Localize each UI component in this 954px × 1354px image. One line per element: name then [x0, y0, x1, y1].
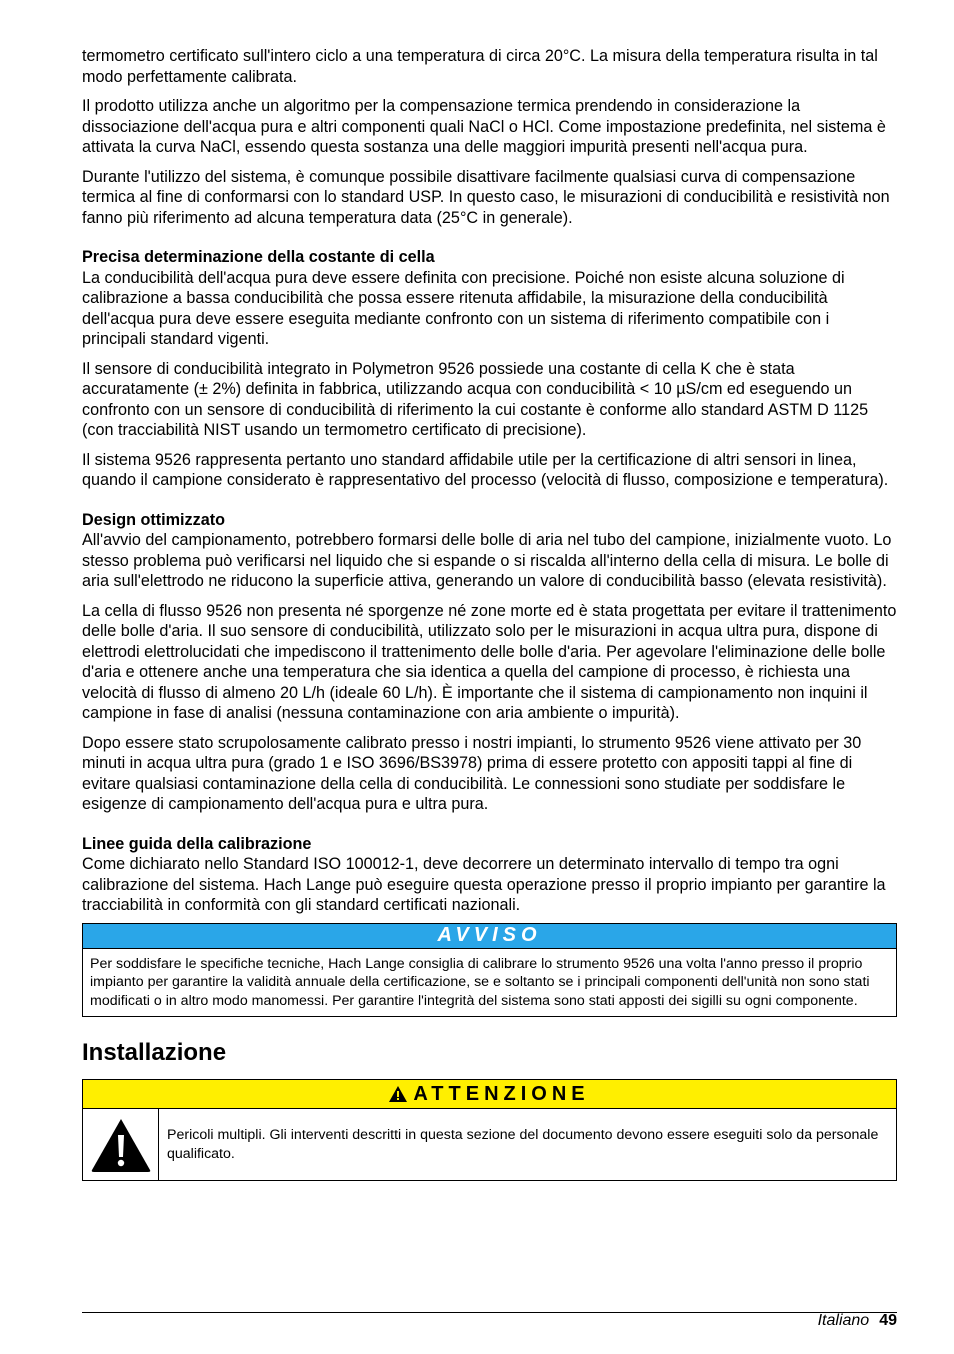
caution-icon-cell	[83, 1109, 159, 1180]
intro-paragraph-2: Il prodotto utilizza anche un algoritmo per la compensazione termica prendendo in considerazione la dissociazione dell'acqua pura e altri componenti quali NaCl o HCl. Come impostazione predefinita, nel sistema è attivata la curva NaCl, essendo questa sostanza una delle maggiori impurità presenti nell'acqua pura.	[82, 97, 886, 156]
page-number: 49	[879, 1312, 897, 1329]
section-design	[82, 510, 897, 815]
warning-triangle-icon	[90, 1117, 152, 1173]
notice-box	[82, 923, 897, 1018]
page-footer	[818, 1311, 897, 1331]
section-paragraph: La cella di flusso 9526 non presenta né sporgenze né zone morte ed è stata progettata per evitare il trattenimento delle bolle d'aria. Il suo sensore di conducibilità, utilizzato solo per le misurazioni in acqua ultra pura, dispone di elettrodi elettrolucidati che impediscono il trattenimento delle bolle d'aria. Per agevolare l'eliminazione delle bolle d'aria e ottenere anche una temperatura che sia identica a quella del campione di processo, è richiesta una velocità di flusso di almeno 20 L/h (ideale 60 L/h). È importante che il sistema di campionamento non inquini il campione in fase di analisi (nessuna contaminazione con aria ambiente o impurità).	[82, 601, 897, 722]
section-calibration	[82, 834, 897, 916]
caution-header	[83, 1080, 896, 1109]
caution-text: Pericoli multipli. Gli interventi descritti in questa sezione del documento devono essere eseguiti solo da personale qualificato.	[167, 1127, 879, 1162]
warning-triangle-small-icon	[389, 1086, 407, 1102]
intro-paragraph-3: Durante l'utilizzo del sistema, è comunque possibile disattivare facilmente qualsiasi curva di compensazione termica al fine di conformarsi con lo standard USP. In questo caso, le misurazioni di conducibilità e resistività non fanno più riferimento ad alcuna temperatura data (25°C in generale).	[82, 167, 890, 227]
caution-title: ATTENZIONE	[413, 1082, 590, 1105]
section-heading: Precisa determinazione della costante di cella	[82, 248, 435, 266]
footer-language: Italiano	[817, 1312, 870, 1329]
intro-paragraph-1: termometro certificato sull'intero ciclo a una temperatura di circa 20°C. La misura della temperatura risulta in tal modo perfettamente calibrata.	[82, 47, 878, 86]
section-paragraph: Dopo essere stato scrupolosamente calibrato presso i nostri impianti, lo strumento 9526 viene attivato per 30 minuti in acqua ultra pura (grado 1 e ISO 3696/BS3978) prima di essere protetto con appositi tappi al fine di evitare qualsiasi contaminazione della cella di conducibilità. Le connessioni sono studiate per soddisfare le esigenze di campionamento dell'acqua pura e ultra pura.	[82, 733, 862, 813]
install-heading: Installazione	[82, 1039, 227, 1066]
footer-divider	[82, 1312, 897, 1313]
section-paragraph: Come dichiarato nello Standard ISO 100012-1, deve decorrere un determinato intervallo di tempo tra ogni calibrazione del sistema. Hach Lange può eseguire questa operazione presso il proprio impianto per garantire la tracciabilità in conformità con gli standard certificati nazionali.	[82, 855, 886, 914]
caution-box	[82, 1079, 897, 1181]
notice-title: AVVISO	[83, 924, 896, 949]
notice-text: Per soddisfare le specifiche tecniche, Hach Lange consiglia di calibrare lo strumento 9526 una volta l'anno presso il proprio impianto per garantire la validità annuale della certificazione, se e soltanto se i principali componenti dell'unità non sono stati modificati o in altro modo manomessi. Per garantire l'integrità del sistema sono stati apposti dei sigilli su ogni componente.	[90, 955, 870, 1009]
section-paragraph: La conducibilità dell'acqua pura deve essere definita con precisione. Poiché non esiste alcuna soluzione di calibrazione a bassa conducibilità che possa essere ritenuta affidabile, la misurazione della conducibilità dell'acqua pura deve essere eseguita mediante confronto con un sistema di riferimento compatibile con i principali standard vigenti.	[82, 268, 845, 348]
page-content	[82, 46, 897, 1181]
section-paragraph: Il sistema 9526 rappresenta pertanto uno standard affidabile utile per la certificazione di altri sensori in linea, quando il campione considerato è rappresentativo del processo (velocità di flusso, composizione e temperatura).	[82, 450, 889, 489]
section-heading: Linee guida della calibrazione	[82, 834, 312, 853]
caution-row	[83, 1109, 896, 1180]
section-heading: Design ottimizzato	[82, 510, 225, 529]
section-paragraph: Il sensore di conducibilità integrato in Polymetron 9526 possiede una costante di cella K che è stata accuratamente (± 2%) definita in fabbrica, utilizzando acqua con conducibilità < 10 µS/cm ed eseguendo un confronto con un sensore di conducibilità di riferimento la cui costante è conforme allo standard ASTM D 1125 (con tracciabilità NIST usando un termometro certificato di precisione).	[82, 359, 869, 439]
section-paragraph: All'avvio del campionamento, potrebbero formarsi delle bolle di aria nel tubo del campione, inizialmente vuoto. Lo stesso problema può verificarsi nel liquido che si espande o si riscalda all'interno della cella di misura. Le bolle di aria sull'elettrodo ne riducono la superficie attiva, generando un valore di conducibilità basso (elevata resistività).	[82, 531, 892, 590]
section-cell-constant	[82, 247, 897, 491]
